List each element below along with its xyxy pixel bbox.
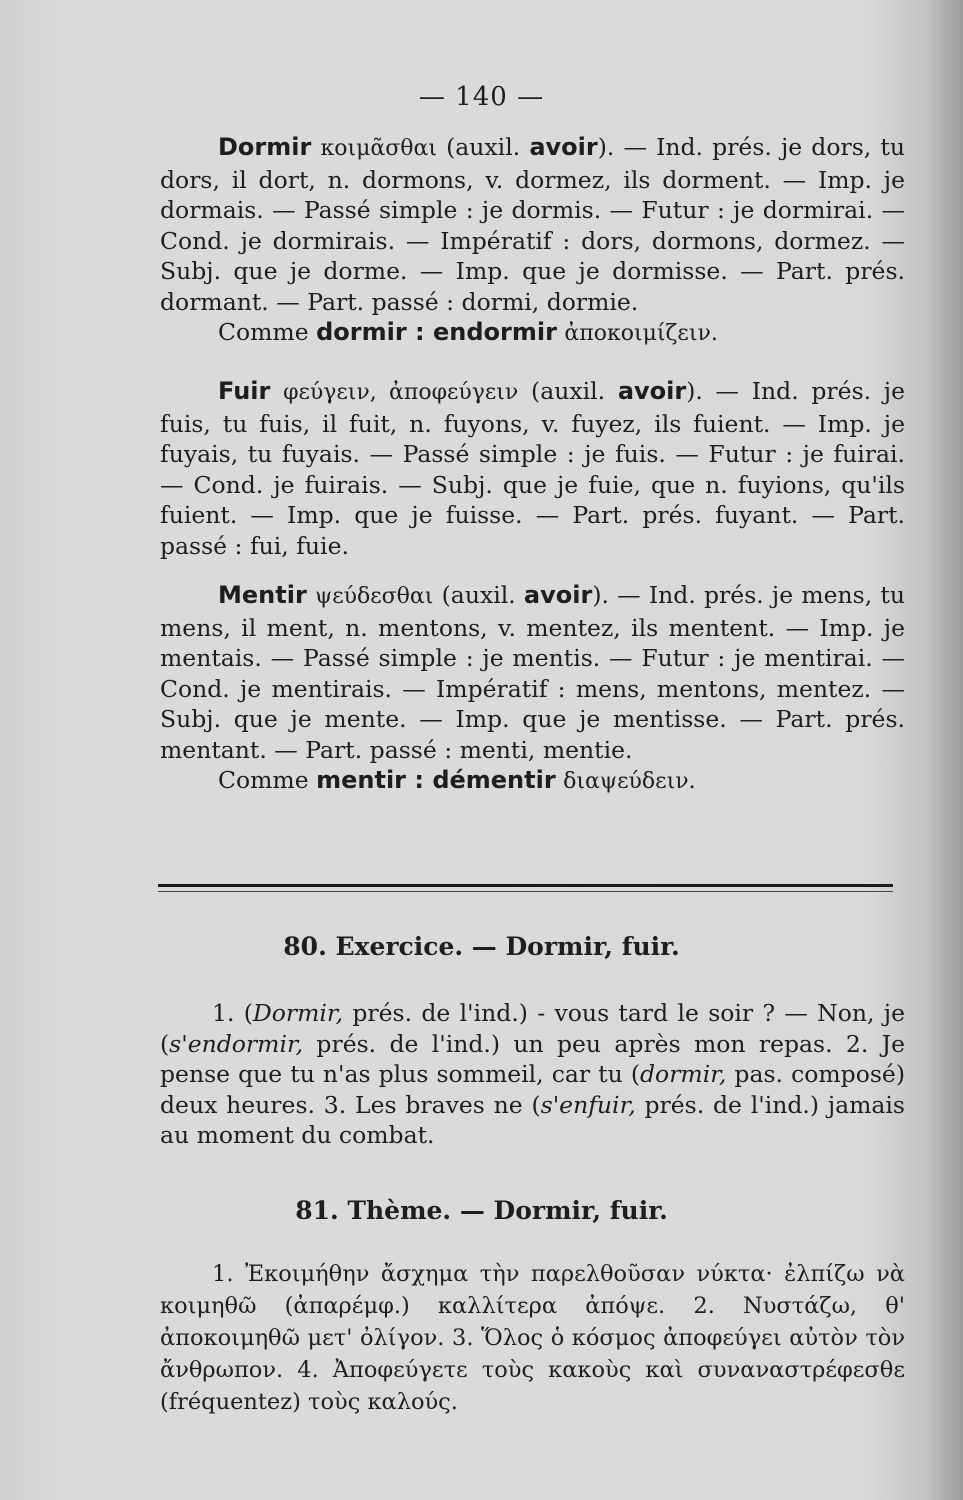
page-number: — 140 — — [418, 82, 545, 112]
exercise-verb: Dormir, — [252, 999, 344, 1027]
comme-derivative: démentir — [432, 766, 556, 794]
comme-verb: dormir — [316, 318, 407, 346]
conjugation-paragraph — [160, 376, 905, 561]
exercise-text: prés. de l'ind.) - vous tard le soir ? — Non, je ( — [160, 999, 905, 1058]
comme-label: Comme — [218, 318, 309, 346]
greek-gloss: ψεύδεσθαι — [315, 584, 434, 609]
section-divider — [158, 884, 893, 887]
conjugation-fuir — [160, 376, 905, 561]
comme-sep: : — [406, 766, 433, 794]
exercise-text: prés. de l'ind.) un peu après mon repas. 2. Je pense que tu n'as plus sommeil, car tu ( — [160, 1029, 905, 1088]
conjugation-text: ). — Ind. prés. je fuis, tu fuis, il fuit, n. fuyons, v. fuyez, ils fuient. — Imp. je fuyais, tu fuyais. — Passé simple : je fuis. — Futur : je fuirai. — Cond. je fuirais. — Subj. que je fuie, que n. fuyions, qu'ils fuient. — Imp. que je fuisse. — Part. prés. fuyant. — Part. passé : fui, fuie. — [160, 377, 905, 560]
auxiliary: avoir — [529, 133, 598, 161]
exercise-paragraph — [160, 998, 905, 1151]
conjugation-mentir — [160, 580, 905, 798]
comme-greek: ἀποκοιμίζειν. — [564, 321, 718, 346]
comme-sep: : — [406, 318, 433, 346]
comme-greek: διαψεύδειν. — [563, 769, 696, 794]
exercise-verb: dormir, — [640, 1060, 727, 1088]
conjugation-text: ). — Ind. prés. je dors, tu dors, il dort, n. dormons, v. dormez, ils dorment. — Imp. je dormais. — Passé simple : je dormis. — Futur : je dormirai. — Cond. je dormirais. — Impératif : dors, dormons, dormez. — Subj. que je dorme. — Imp. que je dormisse. — Part. prés. dormant. — Part. passé : dormi, dormie. — [160, 133, 905, 316]
verb-headword: Mentir — [218, 581, 307, 609]
comme-line — [160, 765, 905, 798]
aux-open: (auxil. — [531, 377, 618, 405]
conjugation-paragraph — [160, 580, 905, 765]
verb-headword: Fuir — [218, 377, 271, 405]
exercise-title: 80. Exercice. — Dormir, fuir. — [283, 932, 680, 961]
theme-title: 81. Thème. — Dormir, fuir. — [295, 1196, 668, 1225]
exercise-verb: s'enfuir, — [540, 1090, 636, 1119]
exercise-body — [160, 998, 905, 1151]
exercise-text: pas. composé) deux heures. 3. Les braves ne ( — [160, 1060, 905, 1119]
auxiliary: avoir — [523, 581, 593, 609]
theme-body — [160, 1258, 905, 1418]
comme-line — [160, 317, 905, 350]
conjugation-dormir — [160, 132, 905, 350]
exercise-verb: s'endormir, — [169, 1029, 304, 1058]
greek-gloss: φεύγειν, ἀποφεύγειν — [283, 380, 519, 405]
aux-open: (auxil. — [446, 133, 530, 161]
exercise-text: 1. ( — [212, 999, 253, 1027]
auxiliary: avoir — [617, 377, 687, 405]
exercise-text: prés. de l'ind.) jamais au moment du combat. — [160, 1090, 905, 1149]
theme-paragraph: 1. Ἐκοιμήθην ἄσχημα τὴν παρελθοῦσαν νύκτα· ἐλπίζω νὰ κοιμηθῶ (ἀπαρέμφ.) καλλίτερα ἀπόψε. 2. Νυστάζω, θ' ἀποκοιμηθῶ μετ' ὀλίγον. 3. Ὅλος ὁ κόσμος ἀποφεύγει αὐτὸν τὸν ἄνθρωπον. 4. Ἀποφεύγετε τοὺς κακοὺς καὶ συναναστρέφεσθε (fréquentez) τοὺς καλούς. — [160, 1261, 905, 1415]
section-divider-thin — [158, 891, 893, 892]
comme-verb: mentir — [316, 766, 406, 794]
verb-headword: Dormir — [218, 133, 312, 161]
comme-label: Comme — [218, 766, 309, 794]
aux-open: (auxil. — [441, 581, 524, 609]
greek-gloss: κοιμᾶσθαι — [320, 136, 437, 161]
conjugation-paragraph — [160, 132, 905, 317]
comme-derivative: endormir — [432, 318, 557, 346]
conjugation-text: ). — Ind. prés. je mens, tu mens, il ment, n. mentons, v. mentez, ils mentent. — Imp. je mentais. — Passé simple : je mentis. — Futur : je mentirai. — Cond. je mentirais. — Impératif : mens, mentons, mentez. — Subj. que je mente. — Imp. que je mentisse. — Part. prés. mentant. — Part. passé : menti, mentie. — [160, 581, 905, 764]
